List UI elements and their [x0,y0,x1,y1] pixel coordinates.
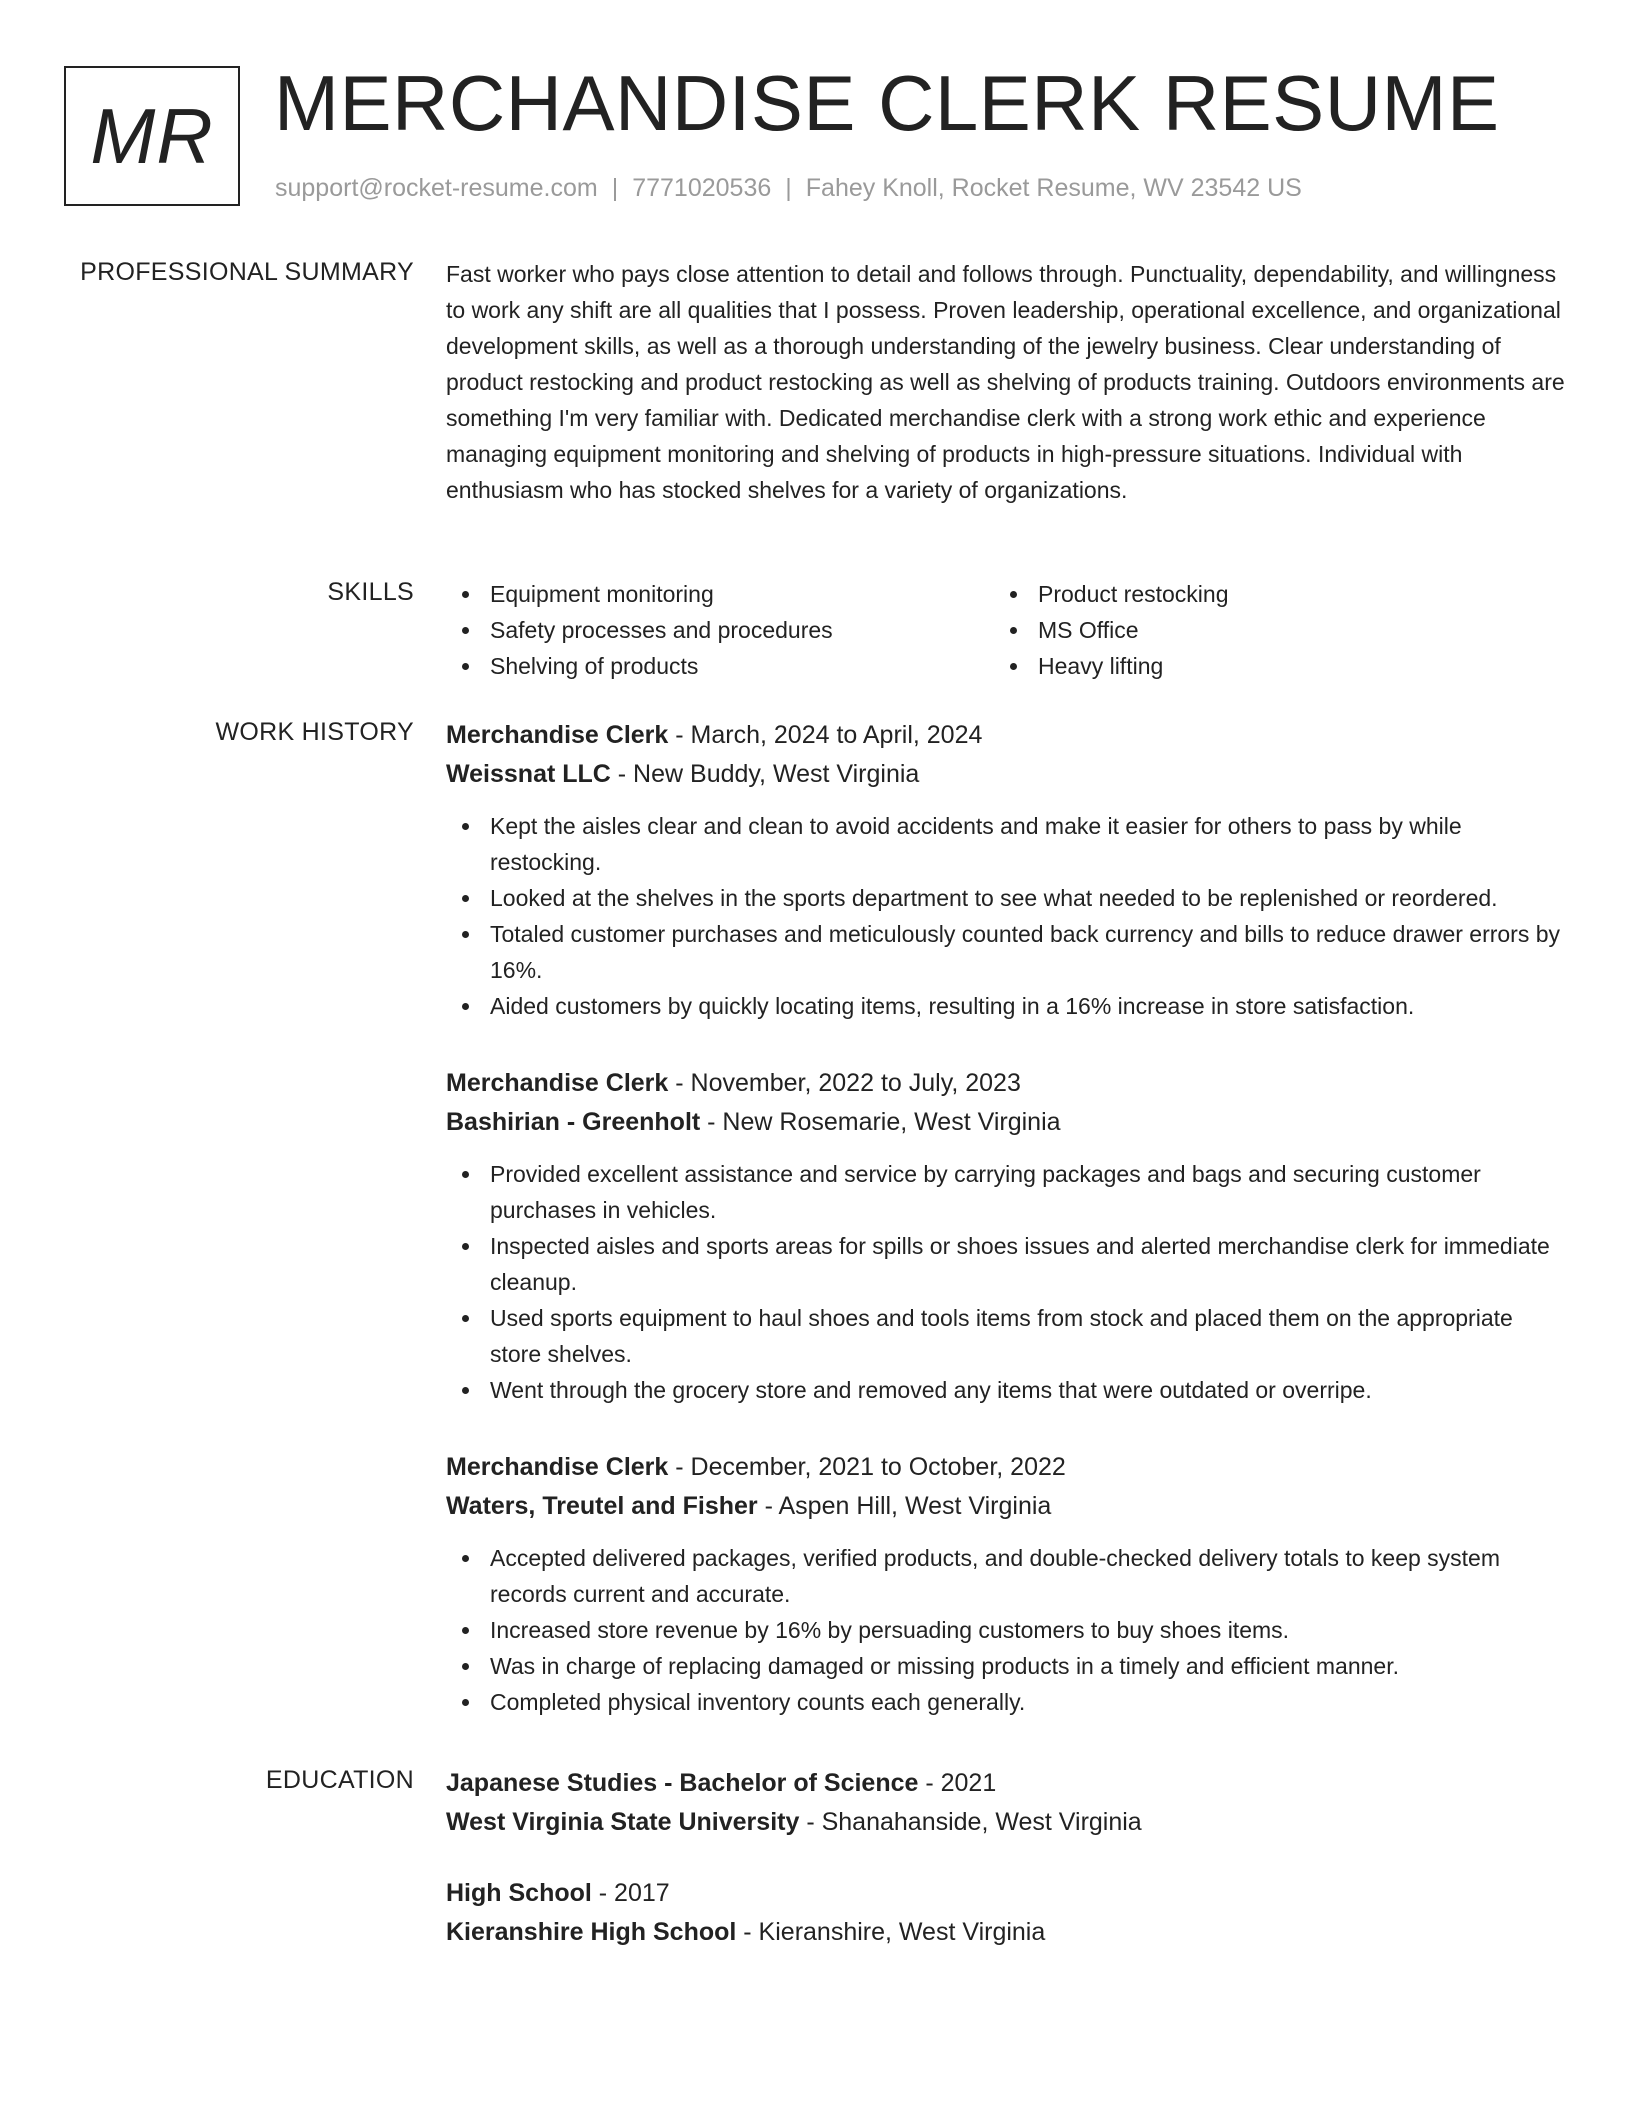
education-location: - Kieranshire, West Virginia [736,1918,1046,1946]
skill-item: Heavy lifting [994,648,1542,684]
skill-item: Safety processes and procedures [446,612,994,648]
job-dates: - November, 2022 to July, 2023 [668,1069,1021,1097]
section-label-summary: PROFESSIONAL SUMMARY [80,258,414,286]
contact-line [275,174,1302,203]
job-title-line [446,1448,1566,1487]
education-entry [446,1764,1566,1842]
job-dates: - March, 2024 to April, 2024 [668,721,983,749]
job-entry [446,1064,1566,1408]
job-bullets [446,1156,1566,1408]
job-entry [446,716,1566,1024]
job-location: - New Rosemarie, West Virginia [700,1108,1061,1136]
skill-item: Equipment monitoring [446,576,994,612]
job-bullets [446,808,1566,1024]
job-bullets [446,1540,1566,1720]
job-title: Merchandise Clerk [446,1453,669,1481]
job-company: Waters, Treutel and Fisher [446,1492,758,1520]
monogram-initials: MR [90,91,214,180]
job-bullet: Looked at the shelves in the sports department to see what needed to be replenished or reordered. [446,880,1566,916]
resume-title: MERCHANDISE CLERK RESUME [274,59,1500,147]
job-company: Bashirian - Greenholt [446,1108,701,1136]
job-bullet: Was in charge of replacing damaged or missing products in a timely and efficient manner. [446,1648,1566,1684]
job-company-line [446,755,1566,794]
job-bullet: Inspected aisles and sports areas for spills or shoes issues and alerted merchandise clerk for immediate cleanup. [446,1228,1566,1300]
skill-item: MS Office [994,612,1542,648]
contact-separator: | [611,174,619,202]
job-title: Merchandise Clerk [446,1069,669,1097]
job-title-line [446,1064,1566,1103]
job-entry [446,1448,1566,1720]
job-bullet: Went through the grocery store and removed any items that were outdated or overripe. [446,1372,1566,1408]
job-bullet: Provided excellent assistance and service by carrying packages and bags and securing customer purchases in vehicles. [446,1156,1566,1228]
section-label-work: WORK HISTORY [215,718,414,746]
summary-text: Fast worker who pays close attention to detail and follows through. Punctuality, dependability, and willingness to work any shift are all qualities that I possess. Proven leadership, operational excellence, and organizational development skills, as well as a thorough understanding of the jewelry business. Clear understanding of product restocking and product restocking as well as shelving of products training. Outdoors environments are something I'm very familiar with. Dedicated merchandise clerk with a strong work ethic and experience managing equipment monitoring and shelving of products in high-pressure situations. Individual with enthusiasm who has stocked shelves for a variety of organizations. [446,261,1565,503]
contact-email[interactable]: support@rocket-resume.com [275,174,598,202]
job-bullet: Totaled customer purchases and meticulously counted back currency and bills to reduce drawer errors by 16%. [446,916,1566,988]
skills-list [446,576,1566,684]
job-bullet: Accepted delivered packages, verified products, and double-checked delivery totals to keep system records current and accurate. [446,1540,1566,1612]
education-degree: Japanese Studies - Bachelor of Science [446,1769,919,1797]
job-title: Merchandise Clerk [446,721,669,749]
skills-body [446,576,1566,684]
work-body [446,716,1566,1720]
job-bullet: Increased store revenue by 16% by persuading customers to buy shoes items. [446,1612,1566,1648]
job-bullet: Aided customers by quickly locating items, resulting in a 16% increase in store satisfaction. [446,988,1566,1024]
education-degree-line [446,1874,1566,1913]
job-dates: - December, 2021 to October, 2022 [668,1453,1066,1481]
education-school: Kieranshire High School [446,1918,737,1946]
summary-body [446,256,1566,508]
job-bullet: Kept the aisles clear and clean to avoid accidents and make it easier for others to pass by while restocking. [446,808,1566,880]
education-year: - 2017 [591,1879,670,1907]
contact-address: Fahey Knoll, Rocket Resume, WV 23542 US [805,174,1302,202]
education-school-line [446,1803,1566,1842]
education-school-line [446,1913,1566,1952]
section-label-education: EDUCATION [265,1766,414,1794]
education-entry [446,1874,1566,1952]
contact-phone[interactable]: 7771020536 [632,174,772,202]
job-company-line [446,1103,1566,1142]
education-body [446,1764,1566,1952]
job-company-line [446,1487,1566,1526]
section-label-skills: SKILLS [327,578,414,606]
monogram-logo [64,66,240,206]
job-location: - New Buddy, West Virginia [610,760,920,788]
education-location: - Shanahanside, West Virginia [799,1808,1142,1836]
skill-item: Product restocking [994,576,1542,612]
contact-separator: | [785,174,792,202]
job-bullet: Completed physical inventory counts each generally. [446,1684,1566,1720]
job-bullet: Used sports equipment to haul shoes and tools items from stock and placed them on the appropriate store shelves. [446,1300,1566,1372]
education-school: West Virginia State University [446,1808,800,1836]
job-location: - Aspen Hill, West Virginia [757,1492,1052,1520]
job-company: Weissnat LLC [446,760,611,788]
education-year: - 2021 [918,1769,997,1797]
education-degree-line [446,1764,1566,1803]
skill-item: Shelving of products [446,648,994,684]
job-title-line [446,716,1566,755]
education-degree: High School [446,1879,592,1907]
